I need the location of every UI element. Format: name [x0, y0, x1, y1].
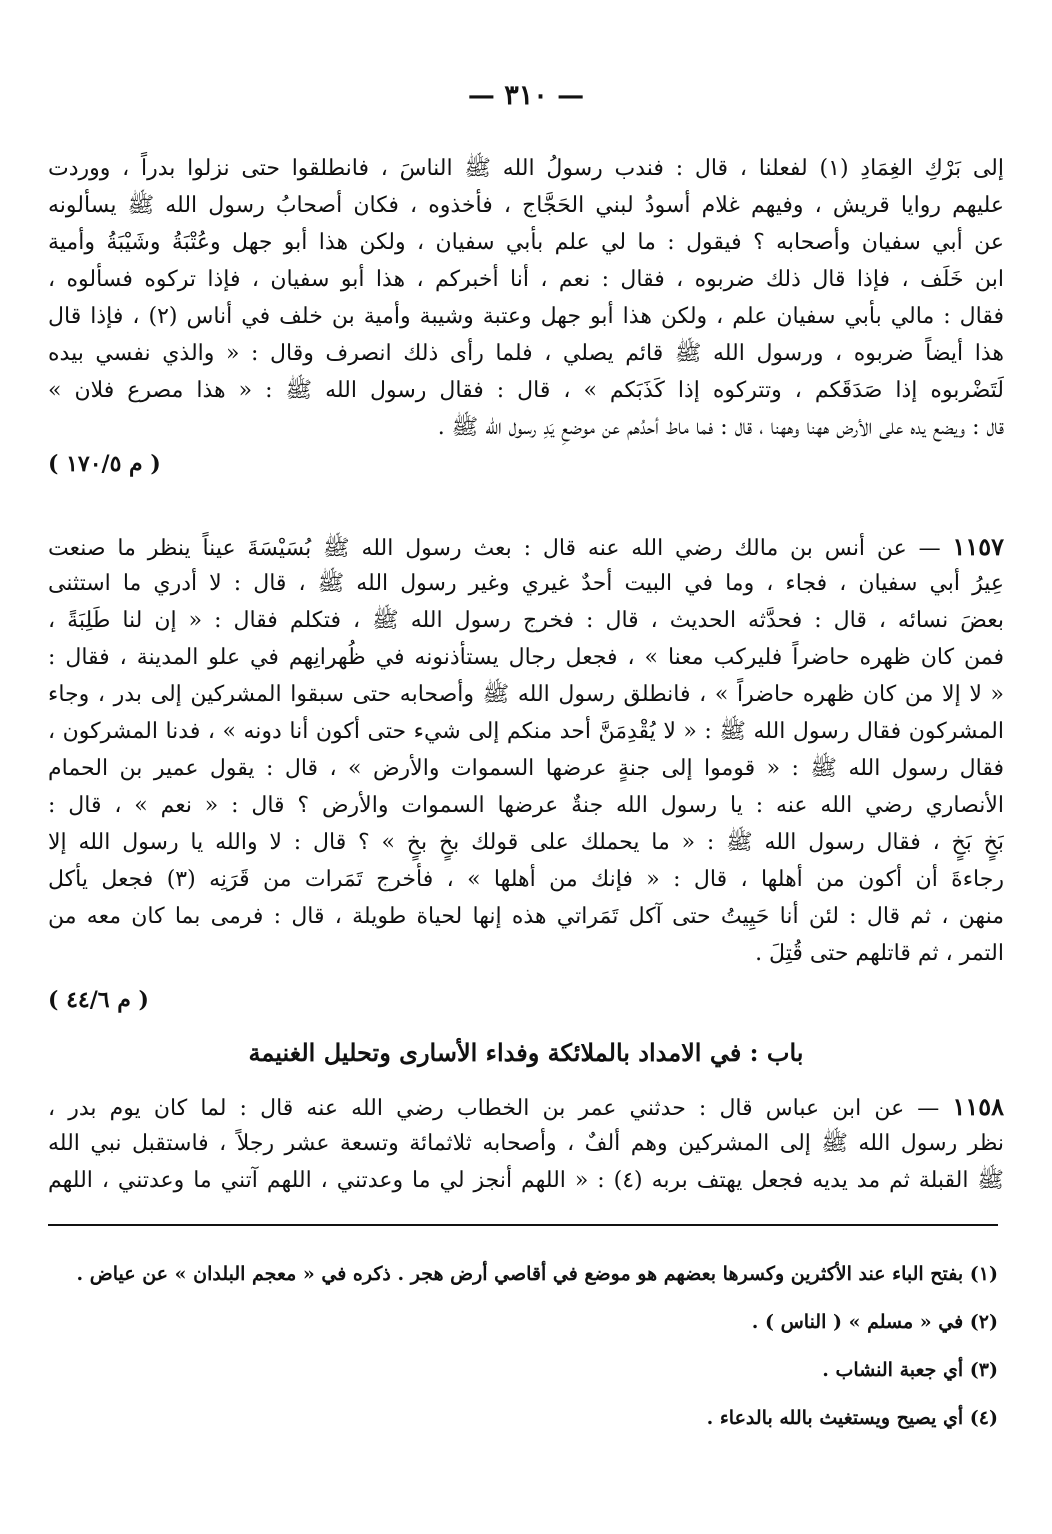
- text-line: بعضَ نسائه ، قال : فحدَّثه الحديث ، قال : فخرج رسول الله ﷺ ، فتكلم فقال : « إن لنا طَلِبَةً ،: [48, 608, 1004, 633]
- text-line: المشركون فقال رسول الله ﷺ : « لا يُقْدِمَنَّ أحد منكم إلى شيء حتى أكون أنا دونه » ، فدنا المشركون ،: [48, 719, 1004, 744]
- text-line: التمر ، ثم قاتلهم حتى قُتِلَ .: [755, 941, 1004, 966]
- hadith-1157-reference: [48, 982, 1004, 1019]
- text-line: لَتَضْربوه إذا صَدَقَكم ، وتتركوه إذا كَذَبَكم » ، قال : فقال رسول الله ﷺ : « هذا مصرع فلان »: [48, 378, 1004, 403]
- text-line: عليهم روايا قريش ، وفيهم غلام أسودُ لبني الحَجَّاج ، فأخذوه ، فكان أصحابُ رسول الله ﷺ يسألونه: [48, 193, 1004, 218]
- source-reference: ( م ١٧٠/٥ ): [48, 451, 161, 477]
- footnote: (٢) في « مسلم » ( الناس ) .: [751, 1311, 998, 1333]
- text-line: هذا أيضاً ضربوه ، ورسول الله ﷺ قائم يصلي ، فلما رأى ذلك انصرف وقال : « والذي نفسي بيده: [48, 341, 1004, 366]
- text-line: نظر رسول الله ﷺ إلى المشركين وهم ألفٌ ، وأصحابه ثلاثمائة وتسعة عشر رجلاً ، فاستقبل نبي الله: [48, 1131, 1004, 1156]
- text-fragment: — عن ابن عباس قال : حدثني عمر بن الخطاب رضي الله عنه قال : لما كان يوم بدر ،: [48, 1096, 940, 1121]
- source-reference: ( م ٤٤/٦ ): [48, 987, 149, 1013]
- footnote: (٣) أي جعبة النشاب .: [822, 1359, 998, 1381]
- text-line: ﷺ القبلة ثم مد يديه فجعل يهتف بربه (٤) : « اللهم أنجز لي ما وعدتني ، اللهم آتني ما وعدتني ، اللهم: [48, 1168, 1004, 1193]
- text-line: « لا إلا من كان ظهره حاضراً » ، فانطلق رسول الله ﷺ وأصحابه حتى سبقوا المشركين إلى بدر ، وجاء: [48, 682, 1004, 707]
- hadith-number: ١١٥٨: [952, 1092, 1004, 1121]
- chapter-title: باب : في الامداد بالملائكة وفداء الأسارى وتحليل الغنيمة: [248, 1038, 804, 1067]
- page-number: — ٣١٠ —: [467, 80, 585, 111]
- footnote: (١) بفتح الباء عند الأكثرين وكسرها بعضهم هو موضع في أقاصي أرض هجر . ذكره في « معجم البلدان » عن عياض .: [76, 1263, 998, 1285]
- text-line: إلى بَرْكِ الغِمَادِ (١) لفعلنا ، قال : فندب رسولُ الله ﷺ الناسَ ، فانطلقوا حتى نزلوا بدراً ، ووردت: [48, 156, 1004, 181]
- text-line: ابن خَلَف ، فإذا قال ذلك ضربوه ، فقال : نعم ، أنا أخبركم ، هذا أبو سفيان ، فإذا تركوه فسألوه ،: [48, 267, 1004, 292]
- text-line: منهن ، ثم قال : لئن أنا حَيِيتُ حتى آكل تَمَراتي هذه إنها لحياة طويلة ، قال : فرمى بما كان معه من: [48, 904, 1004, 929]
- text-line: الأنصاري رضي الله عنه : يا رسول الله جنةٌ عرضها السموات والأرض ؟ قال : « نعم » ، قال :: [48, 793, 1004, 818]
- hadith-1158: [48, 1088, 1004, 1199]
- text-line: فمن كان ظهره حاضراً فليركب معنا » ، فجعل رجال يستأذنونه في ظُهرانِهم في علو المدينة ، فقال :: [48, 645, 1004, 670]
- footnote: (٤) أي يصيح ويستغيث بالله بالدعاء .: [706, 1407, 998, 1429]
- hadith-continuation: [48, 150, 1004, 483]
- text-line: قال : ويضع يده على الأرض ههنا وههنا ، قال : فما ماط أحدُهم عن موضعِ يَدِ رسول الله ﷺ .: [437, 415, 1004, 440]
- text-line: [48, 528, 1004, 565]
- text-fragment: — عن أنس بن مالك رضي الله عنه قال : بعث رسول الله ﷺ بُسَيْسَةَ عيناً ينظر ما صنعت: [48, 536, 941, 561]
- text-line: رجاءةَ أن أكون من أهلها ، قال : « فإنك من أهلها » ، فأخرج تَمَرات من قَرَنِه (٣) فجعل يأكل: [48, 867, 1004, 892]
- text-line: عن أبي سفيان وأصحابه ؟ فيقول : ما لي علم بأبي سفيان ، ولكن هذا أبو جهل وعُتْبَةُ وشَيْبَةُ وأمية: [48, 230, 1004, 255]
- text-line: [48, 1088, 1004, 1125]
- footnote-divider: [48, 1224, 998, 1226]
- text-line: عِيرُ أبي سفيان ، فجاء ، وما في البيت أحدٌ غيري وغير رسول الله ﷺ ، قال : لا أدري ما استثنى: [48, 571, 1004, 596]
- footnotes: [48, 1250, 998, 1442]
- text-line: بَخٍ بَخٍ ، فقال رسول الله ﷺ : « ما يحملك على قولك بخٍ بخٍ » ؟ قال : لا والله يا رسول الله إلا: [48, 830, 1004, 855]
- hadith-number: ١١٥٧: [952, 532, 1004, 561]
- hadith-1157: [48, 528, 1004, 972]
- text-line: فقال : مالي بأبي سفيان علم ، ولكن هذا أبو جهل وعتبة وشيبة وأمية بن خلف في أناس (٢) ، فإذا قال: [48, 304, 1004, 329]
- text-line: فقال رسول الله ﷺ : « قوموا إلى جنةٍ عرضها السموات والأرض » ، قال : يقول عمير بن الحمام: [48, 756, 1004, 781]
